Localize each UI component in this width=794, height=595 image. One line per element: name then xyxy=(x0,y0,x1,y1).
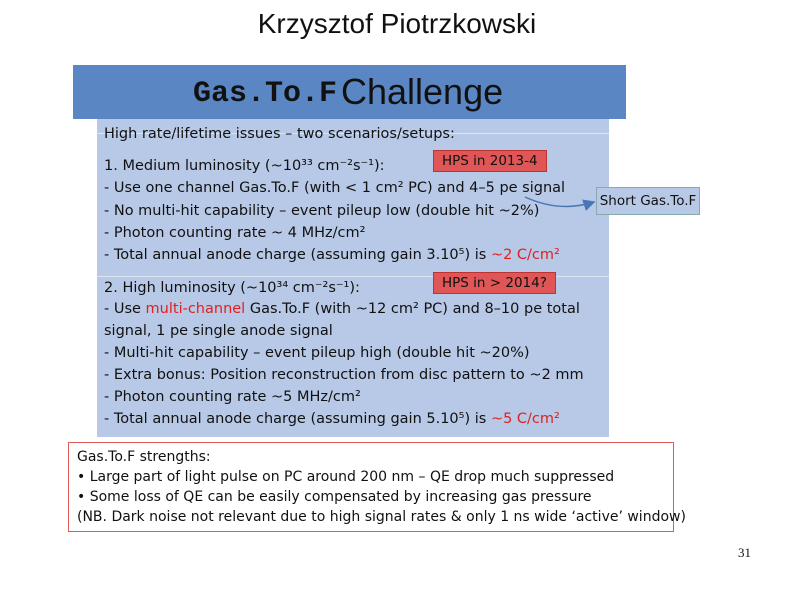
author-name: Krzysztof Piotrzkowski xyxy=(257,8,537,39)
scenario2-item-text: - Use xyxy=(104,301,146,317)
multi-channel-highlight: multi-channel xyxy=(145,301,246,317)
strength-item: • Some loss of QE can be easily compensated by increasing gas pressure xyxy=(77,489,592,505)
hps-tag-2014: HPS in > 2014? xyxy=(433,272,556,294)
scenario2-heading: 2. High luminosity (~10³⁴ cm⁻²s⁻¹): xyxy=(104,280,360,296)
title-gastof: Gas.To.F xyxy=(193,77,338,111)
strengths-box xyxy=(68,442,686,532)
scenario2-item: - Multi-hit capability – event pileup high (double hit ~20%) xyxy=(104,345,530,361)
strength-note: (NB. Dark noise not relevant due to high signal rates & only 1 ns wide ‘active’ window) xyxy=(77,509,686,525)
page-number: 31 xyxy=(738,545,751,560)
scenario2-item-text: Gas.To.F (with ~12 cm² PC) and 8–10 pe total xyxy=(245,301,580,317)
scenario1-item: - Use one channel Gas.To.F (with < 1 cm² PC) and 4–5 pe signal xyxy=(104,180,566,196)
scenario1-heading: 1. Medium luminosity (~10³³ cm⁻²s⁻¹): xyxy=(104,158,385,174)
scenario1-item: - Photon counting rate ~ 4 MHz/cm² xyxy=(104,225,366,241)
hps-tag-2013: HPS in 2013-4 xyxy=(433,150,547,172)
intro-text: High rate/lifetime issues – two scenarios/setups: xyxy=(104,126,455,142)
short-gastof-label: Short Gas.To.F xyxy=(596,187,700,215)
title-challenge: Challenge xyxy=(341,71,504,112)
strength-item: • Large part of light pulse on PC around 200 nm – QE drop much suppressed xyxy=(77,469,615,485)
scenario1-item-text: - Total annual anode charge (assuming gain 3.10⁵) is xyxy=(104,247,491,263)
scenario2-item-continued: signal, 1 pe single anode signal xyxy=(104,323,333,339)
scenario2-item-text: - Total annual anode charge (assuming gain 5.10⁵) is xyxy=(104,411,491,427)
charge-value-1: ~2 C/cm² xyxy=(490,247,560,263)
strengths-heading: Gas.To.F strengths: xyxy=(77,449,211,465)
scenario2-item: - Photon counting rate ~5 MHz/cm² xyxy=(104,389,361,405)
scenario1-item: - No multi-hit capability – event pileup low (double hit ~2%) xyxy=(104,203,540,219)
charge-value-2: ~5 C/cm² xyxy=(490,411,560,427)
scenario2-item: - Extra bonus: Position reconstruction from disc pattern to ~2 mm xyxy=(104,367,584,383)
